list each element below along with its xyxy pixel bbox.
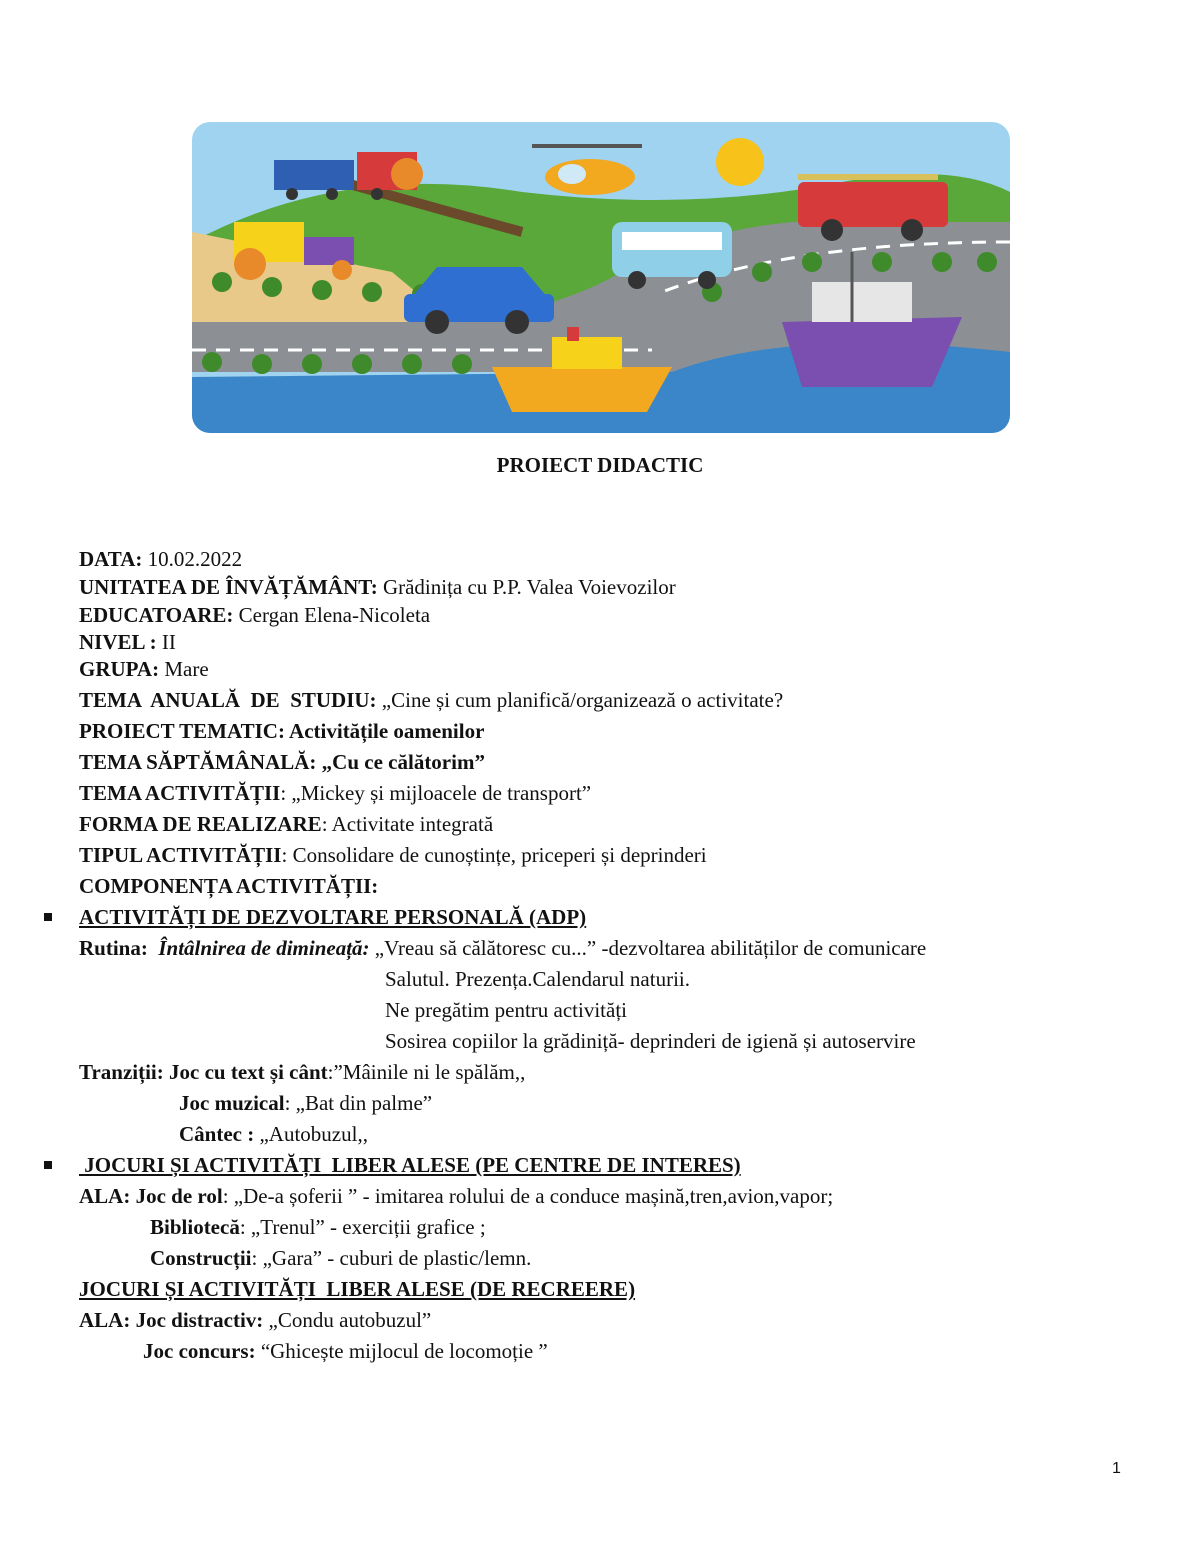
transport-banner-image — [192, 122, 1010, 433]
ala1-line-3 — [150, 1245, 531, 1271]
routine-label: Rutina: — [79, 936, 148, 960]
type-line — [79, 842, 707, 868]
annual-theme-label: TEMA ANUALĂ DE STUDIU: — [79, 688, 377, 712]
routine-value: „Vreau să călătoresc cu...” -dezvoltarea abilităților de comunicare — [369, 936, 927, 960]
thematic-project-label: PROIECT TEMATIC: — [79, 719, 285, 743]
date-label: DATA: — [79, 547, 143, 571]
weekly-theme-label: TEMA SĂPTĂMÂNALĂ: — [79, 750, 317, 774]
ala2-line-1-value: „Condu autobuzul” — [263, 1308, 432, 1332]
transition-3-label: Cântec : — [179, 1122, 255, 1146]
bullet-icon — [44, 913, 52, 921]
annual-theme-value: „Cine și cum planifică/organizează o activitate? — [376, 688, 784, 712]
weekly-theme-value: „Cu ce călătorim” — [316, 750, 485, 774]
sun-icon — [716, 138, 764, 186]
transition-1-label: Joc cu text și cânt — [163, 1060, 328, 1084]
group-line — [79, 656, 209, 682]
components-label: COMPONENȚA ACTIVITĂȚII: — [79, 874, 379, 898]
routine-line-2: Salutul. Prezența.Calendarul naturii. — [385, 967, 690, 991]
ala1-line-3-label: Construcții — [150, 1246, 252, 1270]
educator-label: EDUCATOARE: — [79, 603, 234, 627]
form-label: FORMA DE REALIZARE — [79, 812, 322, 836]
level-value: II — [156, 630, 176, 654]
transition-2-label: Joc muzical — [179, 1091, 285, 1115]
routine-line-4: Sosirea copiilor la grădiniță- deprinderi de igienă și autoservire — [385, 1029, 916, 1053]
annual-theme-line — [79, 687, 783, 713]
ala2-heading: JOCURI ȘI ACTIVITĂȚI LIBER ALESE (DE RECREERE) — [79, 1277, 636, 1301]
ala1-line-1 — [79, 1183, 833, 1209]
type-label: TIPUL ACTIVITĂȚII — [79, 843, 282, 867]
date-line — [79, 546, 242, 572]
transitions-line-2 — [179, 1090, 432, 1116]
ala2-line-2-value: “Ghicește mijlocul de locomoție ” — [255, 1339, 548, 1363]
ala2-heading-line — [79, 1276, 635, 1302]
group-value: Mare — [159, 657, 209, 681]
ala2-line-2-label: Joc concurs: — [143, 1339, 256, 1363]
ala1-line-2-label: Bibliotecă — [150, 1215, 240, 1239]
unit-label: UNITATEA DE ÎNVĂȚĂMÂNT: — [79, 575, 378, 599]
educator-line — [79, 602, 430, 628]
transitions-line-3 — [179, 1121, 368, 1147]
activity-theme-value: : „Mickey și mijloacele de transport” — [280, 781, 592, 805]
adp-heading: ACTIVITĂȚI DE DEZVOLTARE PERSONALĂ (ADP) — [79, 905, 587, 929]
transition-1-value: :”Mâinile ni le spălăm,, — [327, 1060, 526, 1084]
ala1-line-1-label: ALA: Joc de rol — [79, 1184, 223, 1208]
form-line — [79, 811, 493, 837]
weekly-theme-line — [79, 749, 485, 775]
page-number: 1 — [1112, 1460, 1121, 1477]
ala1-line-2-value: : „Trenul” - exerciții grafice ; — [239, 1215, 486, 1239]
transitions-label: Tranziții: — [79, 1060, 164, 1084]
group-label: GRUPA: — [79, 657, 160, 681]
ala2-line-2 — [143, 1338, 548, 1364]
thematic-project-value: Activitățile oamenilor — [284, 719, 485, 743]
ala1-line-1-value: : „De-a șoferii ” - imitarea rolului de a conduce mașină,tren,avion,vapor; — [222, 1184, 834, 1208]
unit-value: Grădinița cu P.P. Valea Voievozilor — [377, 575, 676, 599]
ala1-line-3-value: : „Gara” - cuburi de plastic/lemn. — [251, 1246, 532, 1270]
unit-line — [79, 574, 676, 600]
level-line — [79, 629, 176, 655]
routine-line-3: Ne pregătim pentru activități — [385, 998, 627, 1022]
ala1-heading-line — [79, 1152, 741, 1178]
educator-value: Cergan Elena-Nicoleta — [233, 603, 431, 627]
ala1-line-2 — [150, 1214, 486, 1240]
type-value: : Consolidare de cunoștințe, priceperi și deprinderi — [281, 843, 707, 867]
routine-line — [79, 935, 926, 961]
transitions-line-1 — [79, 1059, 525, 1085]
transition-3-value: „Autobuzul,, — [254, 1122, 368, 1146]
activity-theme-line — [79, 780, 591, 806]
transport-illustration — [192, 122, 1010, 433]
level-label: NIVEL : — [79, 630, 157, 654]
form-value: : Activitate integrată — [321, 812, 494, 836]
ala2-line-1 — [79, 1307, 431, 1333]
components-line — [79, 873, 378, 899]
ala1-heading: JOCURI ȘI ACTIVITĂȚI LIBER ALESE (PE CENTRE DE INTERES) — [79, 1153, 741, 1177]
ala2-line-1-label: ALA: Joc distractiv: — [79, 1308, 264, 1332]
transition-2-value: : „Bat din palme” — [284, 1091, 433, 1115]
date-value: 10.02.2022 — [142, 547, 243, 571]
document-title: PROIECT DIDACTIC — [496, 453, 704, 477]
adp-heading-line — [79, 904, 586, 930]
bullet-icon — [44, 1161, 52, 1169]
thematic-project-line — [79, 718, 484, 744]
activity-theme-label: TEMA ACTIVITĂȚII — [79, 781, 281, 805]
routine-sub-label: Întâlnirea de dimineață: — [158, 936, 370, 960]
